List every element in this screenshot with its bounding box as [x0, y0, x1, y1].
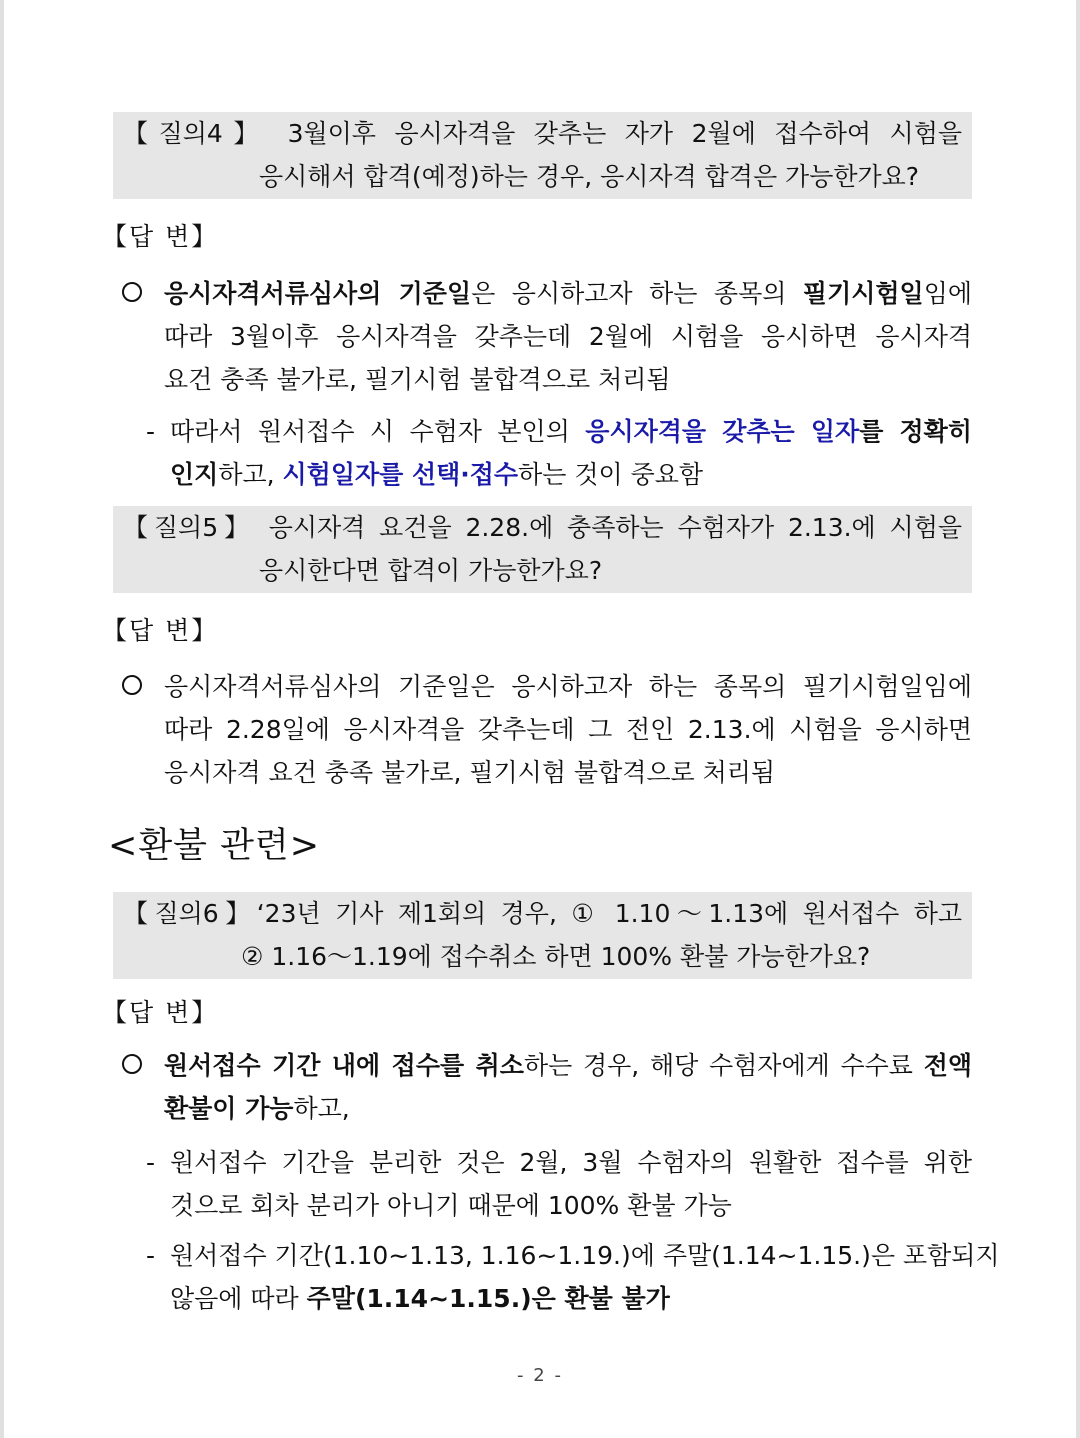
question-4-line2: 응시해서 합격(예정)하는 경우, 응시자격 합격은 가능한가요?	[259, 162, 920, 191]
answer-6-dash2-line1: 원서접수 기간(1.10~1.13, 1.16~1.19.)에 주말(1.14~1.15.)은 포함되지	[170, 1241, 1000, 1270]
question-6-line2: ② 1.16～1.19에 접수취소 하면 100% 환불 가능한가요?	[241, 942, 871, 971]
answer-6-bullet	[122, 1044, 972, 1130]
answer-4-bullet-line3: 요건 충족 불가로, 필기시험 불합격으로 처리됨	[164, 365, 671, 394]
dash-bullet-icon: -	[146, 1148, 156, 1177]
question-6-line1: 【질의6】‘23년 기사 제1회의 경우, ① 1.10～1.13에 원서접수 하고	[123, 899, 962, 928]
answer-5-bullet	[122, 665, 972, 794]
answer-4-bullet-line2: 따라 3월이후 응시자격을 갖추는데 2월에 시험을 응시하면 응시자격	[164, 322, 972, 351]
question-5-box	[113, 506, 972, 593]
question-4-line1: 【질의4】 3월이후 응시자격을 갖추는 자가 2월에 접수하여 시험을	[123, 119, 962, 148]
answer-6-label: 【답 변】	[102, 998, 219, 1027]
question-5-line2: 응시한다면 합격이 가능한가요?	[259, 556, 603, 585]
answer-6-bullet-line1: 원서접수 기간 내에 접수를 취소하는 경우, 해당 수험자에게 수수료 전액	[164, 1051, 972, 1080]
section-title: <환불 관련>	[108, 826, 321, 866]
answer-6-dash1-line1: 원서접수 기간을 분리한 것은 2월, 3월 수험자의 원활한 접수를 위한	[170, 1148, 972, 1177]
question-5-line1: 【질의5】 응시자격 요건을 2.28.에 충족하는 수험자가 2.13.에 시험을	[123, 513, 962, 542]
answer-4-bullet	[122, 272, 972, 401]
answer-4-label: 【답 변】	[102, 222, 219, 251]
answer-6-dash2-line2: 않음에 따라 주말(1.14~1.15.)은 환불 불가	[170, 1284, 670, 1313]
circle-bullet-icon	[122, 675, 142, 695]
dash-bullet-icon: -	[146, 1241, 156, 1270]
circle-bullet-icon	[122, 282, 142, 302]
answer-6-dash2	[146, 1234, 1000, 1320]
answer-4-dash	[146, 410, 972, 496]
question-4-box	[113, 112, 972, 199]
answer-4-bullet-line1: 응시자격서류심사의 기준일은 응시하고자 하는 종목의 필기시험일임에	[164, 279, 972, 308]
answer-5-line2: 따라 2.28일에 응시자격을 갖추는데 그 전인 2.13.에 시험을 응시하면	[164, 715, 972, 744]
answer-6-dash1	[146, 1141, 972, 1227]
question-6-box	[113, 892, 972, 979]
answer-4-dash-line1: 따라서 원서접수 시 수험자 본인의 응시자격을 갖추는 일자를 정확히	[170, 417, 972, 446]
dash-bullet-icon: -	[146, 417, 156, 446]
answer-4-dash-line2: 인지하고, 시험일자를 선택·접수하는 것이 중요함	[170, 460, 704, 489]
answer-5-line1: 응시자격서류심사의 기준일은 응시하고자 하는 종목의 필기시험일임에	[164, 672, 972, 701]
answer-6-bullet-line2: 환불이 가능하고,	[164, 1094, 350, 1123]
answer-5-label: 【답 변】	[102, 616, 219, 645]
circle-bullet-icon	[122, 1054, 142, 1074]
answer-6-dash1-line2: 것으로 회차 분리가 아니기 때문에 100% 환불 가능	[170, 1191, 732, 1220]
answer-5-line3: 응시자격 요건 충족 불가로, 필기시험 불합격으로 처리됨	[164, 758, 776, 787]
page-number: - 2 -	[517, 1365, 563, 1386]
